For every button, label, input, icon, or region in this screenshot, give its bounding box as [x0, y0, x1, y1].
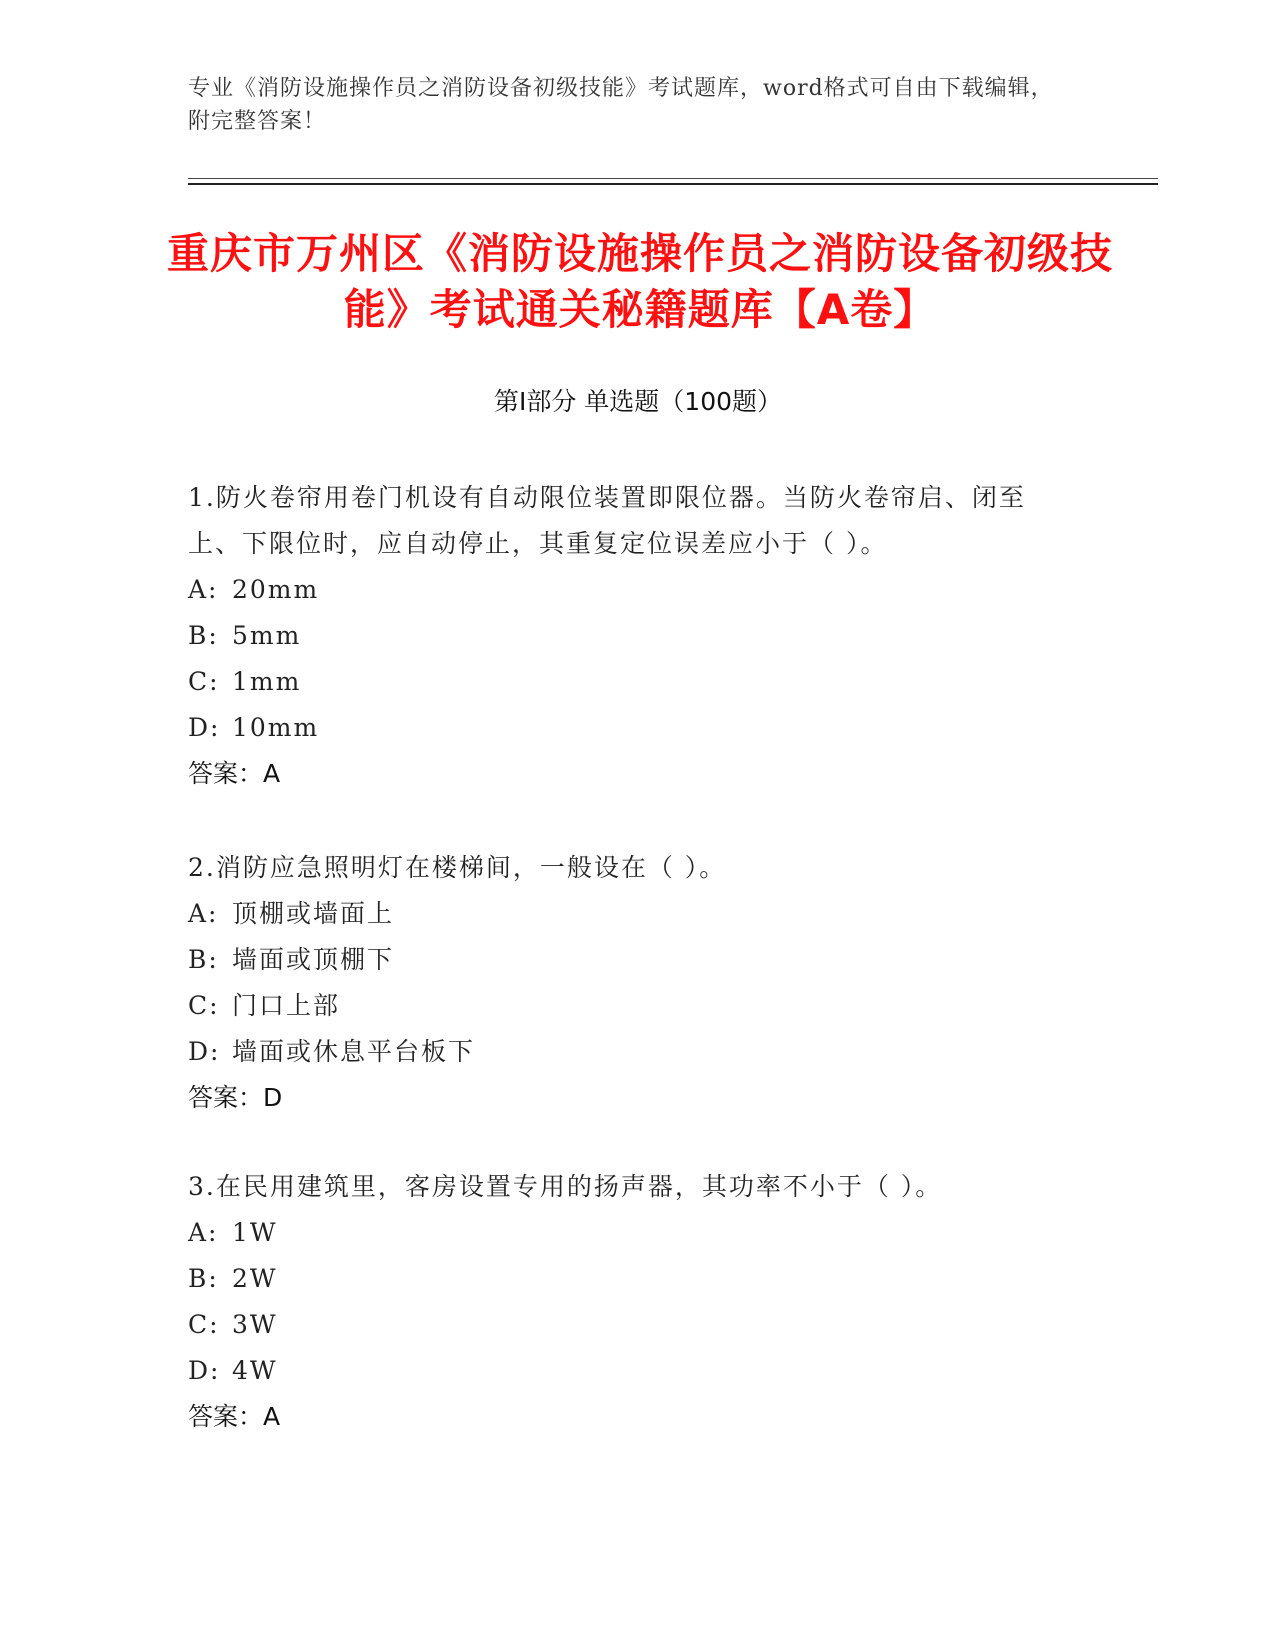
option-d	[188, 1348, 1068, 1394]
question-stem: 2.消防应急照明灯在楼梯间，一般设在（ ）。	[188, 853, 727, 882]
option-letter: B:	[188, 621, 219, 650]
option-letter: A:	[188, 899, 219, 928]
question-stem: 1.防火卷帘用卷门机设有自动限位装置即限位器。当防火卷帘启、闭至上、下限位时，应自动停止，其重复定位误差应小于（ ）。	[188, 483, 1026, 558]
header-note: 专业《消防设施操作员之消防设备初级技能》考试题库，word格式可自由下载编辑，附完整答案！	[188, 76, 1054, 134]
question-answer: 答案：A	[188, 1402, 281, 1431]
question-answer: 答案：A	[188, 759, 281, 788]
section-title: 第I部分 单选题（100题）	[493, 387, 783, 416]
option-b	[188, 937, 1068, 983]
question-stem: 3.在民用建筑里，客房设置专用的扬声器，其功率不小于（ ）。	[188, 1172, 943, 1201]
option-letter: C:	[188, 991, 220, 1020]
header-divider-thick	[188, 183, 1158, 185]
option-letter: B:	[188, 945, 219, 974]
option-letter: A:	[188, 575, 219, 604]
option-text: 20mm	[232, 575, 320, 604]
document-title: 重庆市万州区《消防设施操作员之消防设备初级技能》考试通关秘籍题库【A卷】	[166, 229, 1113, 334]
option-text: 2W	[232, 1264, 278, 1293]
header-divider-thin	[188, 178, 1158, 179]
option-c	[188, 659, 1068, 705]
question-1	[188, 475, 1068, 797]
option-text: 顶棚或墙面上	[232, 899, 395, 928]
question-answer: 答案：D	[188, 1083, 283, 1112]
option-b	[188, 1256, 1068, 1302]
option-b	[188, 613, 1068, 659]
option-a	[188, 891, 1068, 937]
option-letter: A:	[188, 1218, 219, 1247]
option-letter: D:	[188, 1037, 221, 1066]
option-a	[188, 567, 1068, 613]
option-d	[188, 1029, 1068, 1075]
option-c	[188, 983, 1068, 1029]
option-text: 墙面或休息平台板下	[232, 1037, 476, 1066]
option-letter: C:	[188, 1310, 220, 1339]
option-text: 4W	[232, 1356, 278, 1385]
option-a	[188, 1210, 1068, 1256]
option-text: 门口上部	[232, 991, 341, 1020]
option-text: 10mm	[232, 713, 320, 742]
option-d	[188, 705, 1068, 751]
option-letter: C:	[188, 667, 220, 696]
option-letter: D:	[188, 713, 221, 742]
question-2	[188, 845, 1068, 1121]
option-text: 3W	[232, 1310, 278, 1339]
option-text: 5mm	[232, 621, 302, 650]
option-text: 1mm	[232, 667, 302, 696]
question-3	[188, 1164, 1068, 1440]
option-c	[188, 1302, 1068, 1348]
option-letter: D:	[188, 1356, 221, 1385]
option-text: 墙面或顶棚下	[232, 945, 395, 974]
option-letter: B:	[188, 1264, 219, 1293]
option-text: 1W	[232, 1218, 278, 1247]
